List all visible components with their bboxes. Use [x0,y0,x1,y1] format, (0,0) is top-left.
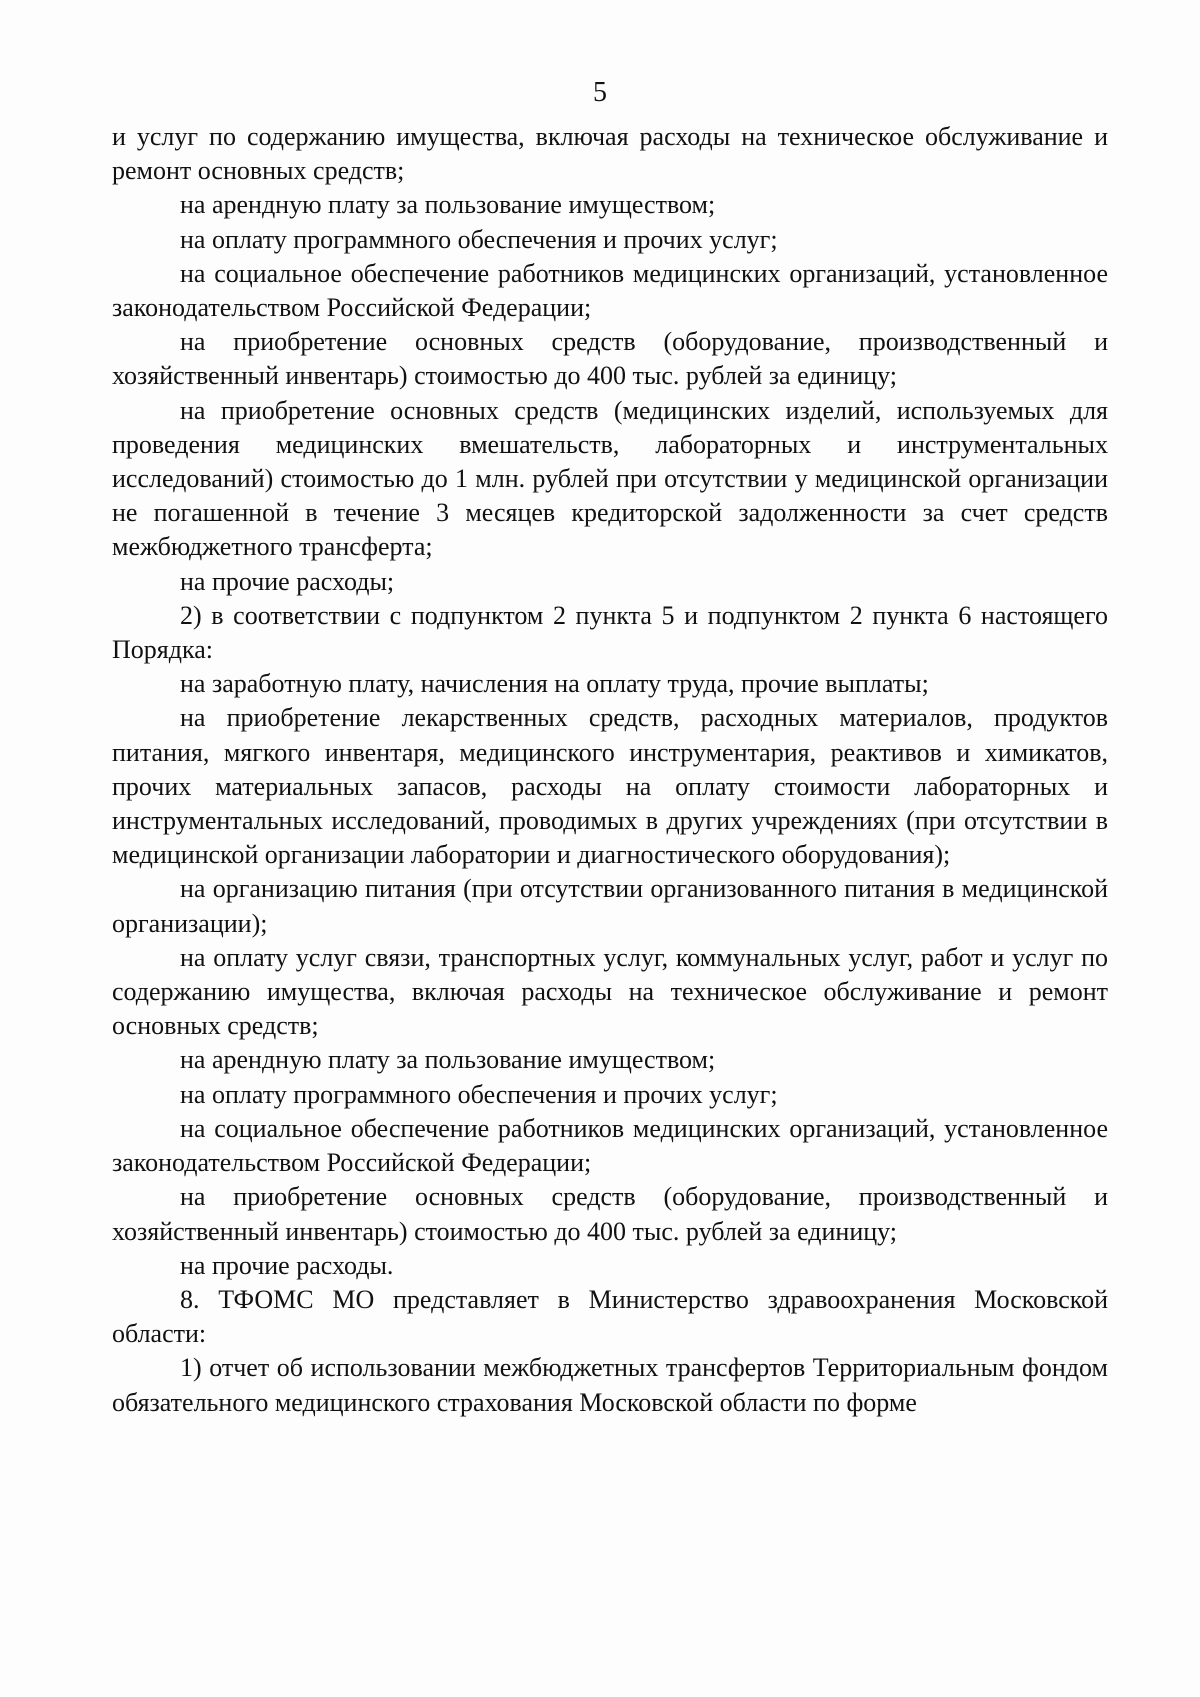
document-body [112,120,1108,1420]
paragraph: на прочие расходы; [180,566,395,596]
paragraph: на социальное обеспечение работников медицинских организаций, установленное законодательством Российской Федерации; [112,258,1108,323]
paragraph: 8. ТФОМС МО представляет в Министерство здравоохранения Московской области: [112,1284,1108,1349]
paragraph: на приобретение лекарственных средств, расходных материалов, продуктов питания, мягкого инвентаря, медицинского инструментария, реактивов и химикатов, прочих материальных запасов, расходы на оплату стоимости лабораторных и инструментальных исследований, проводимых в других учреждениях (при отсутствии в медицинской организации лаборатории и диагностического оборудования); [112,703,1108,870]
paragraph: 1) отчет об использовании межбюджетных трансфертов Территориальным фондом обязательного медицинского страхования Московской области по форме [112,1353,1108,1417]
paragraph: на прочие расходы. [180,1250,394,1280]
paragraph: на заработную плату, начисления на оплату труда, прочие выплаты; [180,669,929,699]
paragraph: на организацию питания (при отсутствии организованного питания в медицинской организации); [112,874,1108,938]
paragraph: на оплату услуг связи, транспортных услуг, коммунальных услуг, работ и услуг по содержанию имущества, включая расходы на техническое обслуживание и ремонт основных средств; [112,942,1108,1041]
paragraph: и услуг по содержанию имущества, включая расходы на техническое обслуживание и ремонт основных средств; [112,122,1108,186]
paragraph: на приобретение основных средств (медицинских изделий, используемых для проведения медицинских вмешательств, лабораторных и инструментальных исследований) стоимостью до 1 млн. рублей при отсутствии у медицинской организации не погашенной в течение 3 месяцев кредиторской задолженности за счет средств межбюджетного трансферта; [112,395,1108,562]
page-number: 5 [593,77,607,108]
paragraph: на оплату программного обеспечения и прочих услуг; [180,224,778,254]
paragraph: на арендную плату за пользование имуществом; [180,1045,716,1075]
paragraph: 2) в соответствии с подпунктом 2 пункта 5 и подпунктом 2 пункта 6 настоящего Порядка: [112,600,1108,665]
paragraph: на приобретение основных средств (оборудование, производственный и хозяйственный инвентарь) стоимостью до 400 тыс. рублей за единицу; [112,327,1108,391]
paragraph: на приобретение основных средств (оборудование, производственный и хозяйственный инвентарь) стоимостью до 400 тыс. рублей за единицу; [112,1182,1108,1246]
paragraph: на социальное обеспечение работников медицинских организаций, установленное законодательством Российской Федерации; [112,1113,1108,1178]
paragraph: на арендную плату за пользование имуществом; [180,190,716,220]
paragraph: на оплату программного обеспечения и прочих услуг; [180,1079,778,1109]
